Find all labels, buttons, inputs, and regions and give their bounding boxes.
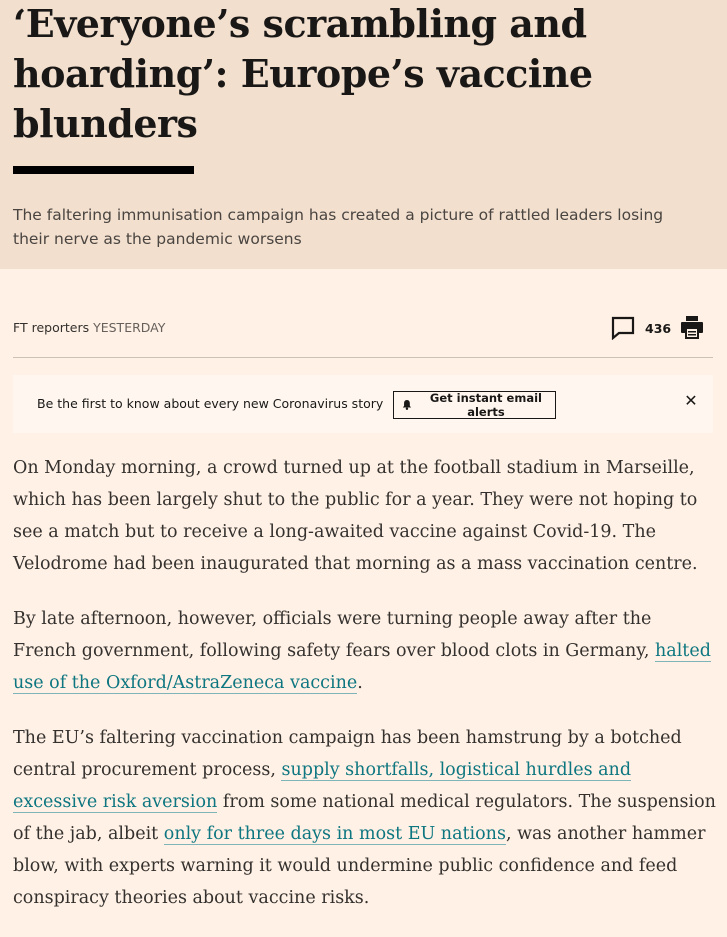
comments-button[interactable] — [611, 314, 671, 344]
paragraph-text: , was another hammer blow, with experts warning it would undermine public confidence and feed conspiracy theories about vaccine risks. — [13, 824, 706, 908]
close-icon[interactable]: ✕ — [684, 391, 698, 410]
link-three-days[interactable]: only for three days in most EU nations — [163, 824, 506, 844]
bell-icon — [402, 399, 412, 411]
email-alerts-button-label: Get instant email alerts — [429, 391, 542, 419]
paragraph — [13, 603, 718, 699]
email-alert-banner — [13, 375, 713, 433]
byline-row — [13, 310, 713, 346]
paragraph-text: The EU’s faltering vaccination campaign has been hamstrung by a botched central procurement process, — [13, 728, 682, 780]
paragraph-text: . — [357, 673, 363, 693]
paragraph-text: from some national medical regulators. The suspension of the jab, albeit — [13, 792, 716, 844]
byline — [13, 320, 165, 335]
link-halted-use[interactable]: halted use of the Oxford/AstraZeneca vaccine — [13, 641, 711, 693]
print-icon[interactable] — [680, 315, 704, 339]
article-headline: ‘Everyone’s scrambling and hoarding’: Europe’s vaccine blunders — [13, 1, 593, 146]
comment-icon — [611, 316, 635, 340]
byline-author[interactable]: FT reporters — [13, 320, 90, 335]
email-alerts-button[interactable] — [393, 391, 556, 419]
headline-rule — [13, 166, 194, 174]
divider — [13, 357, 713, 358]
byline-date: YESTERDAY — [93, 320, 166, 335]
link-supply-shortfalls[interactable]: supply shortfalls, logistical hurdles and excessive risk aversion — [13, 760, 632, 812]
paragraph — [13, 722, 718, 914]
paragraph-text: By late afternoon, however, officials were turning people away after the French government, following safety fears over blood clots in Germany, — [13, 609, 655, 661]
paragraph — [13, 452, 718, 580]
paragraph-text: On Monday morning, a crowd turned up at the football stadium in Marseille, which has been largely shut to the public for a year. They were not hoping to see a match but to receive a long-awaited vaccine against Covid-19. The Velodrome had been inaugurated that morning as a mass vaccination centre. — [13, 458, 698, 574]
article-header — [0, 0, 727, 269]
alert-text: Be the first to know about every new Coronavirus story — [37, 396, 384, 411]
article-standfirst: The faltering immunisation campaign has created a picture of rattled leaders losing their nerve as the pandemic worsens — [13, 206, 664, 248]
comment-count: 436 — [645, 321, 672, 336]
article-body — [13, 452, 718, 937]
